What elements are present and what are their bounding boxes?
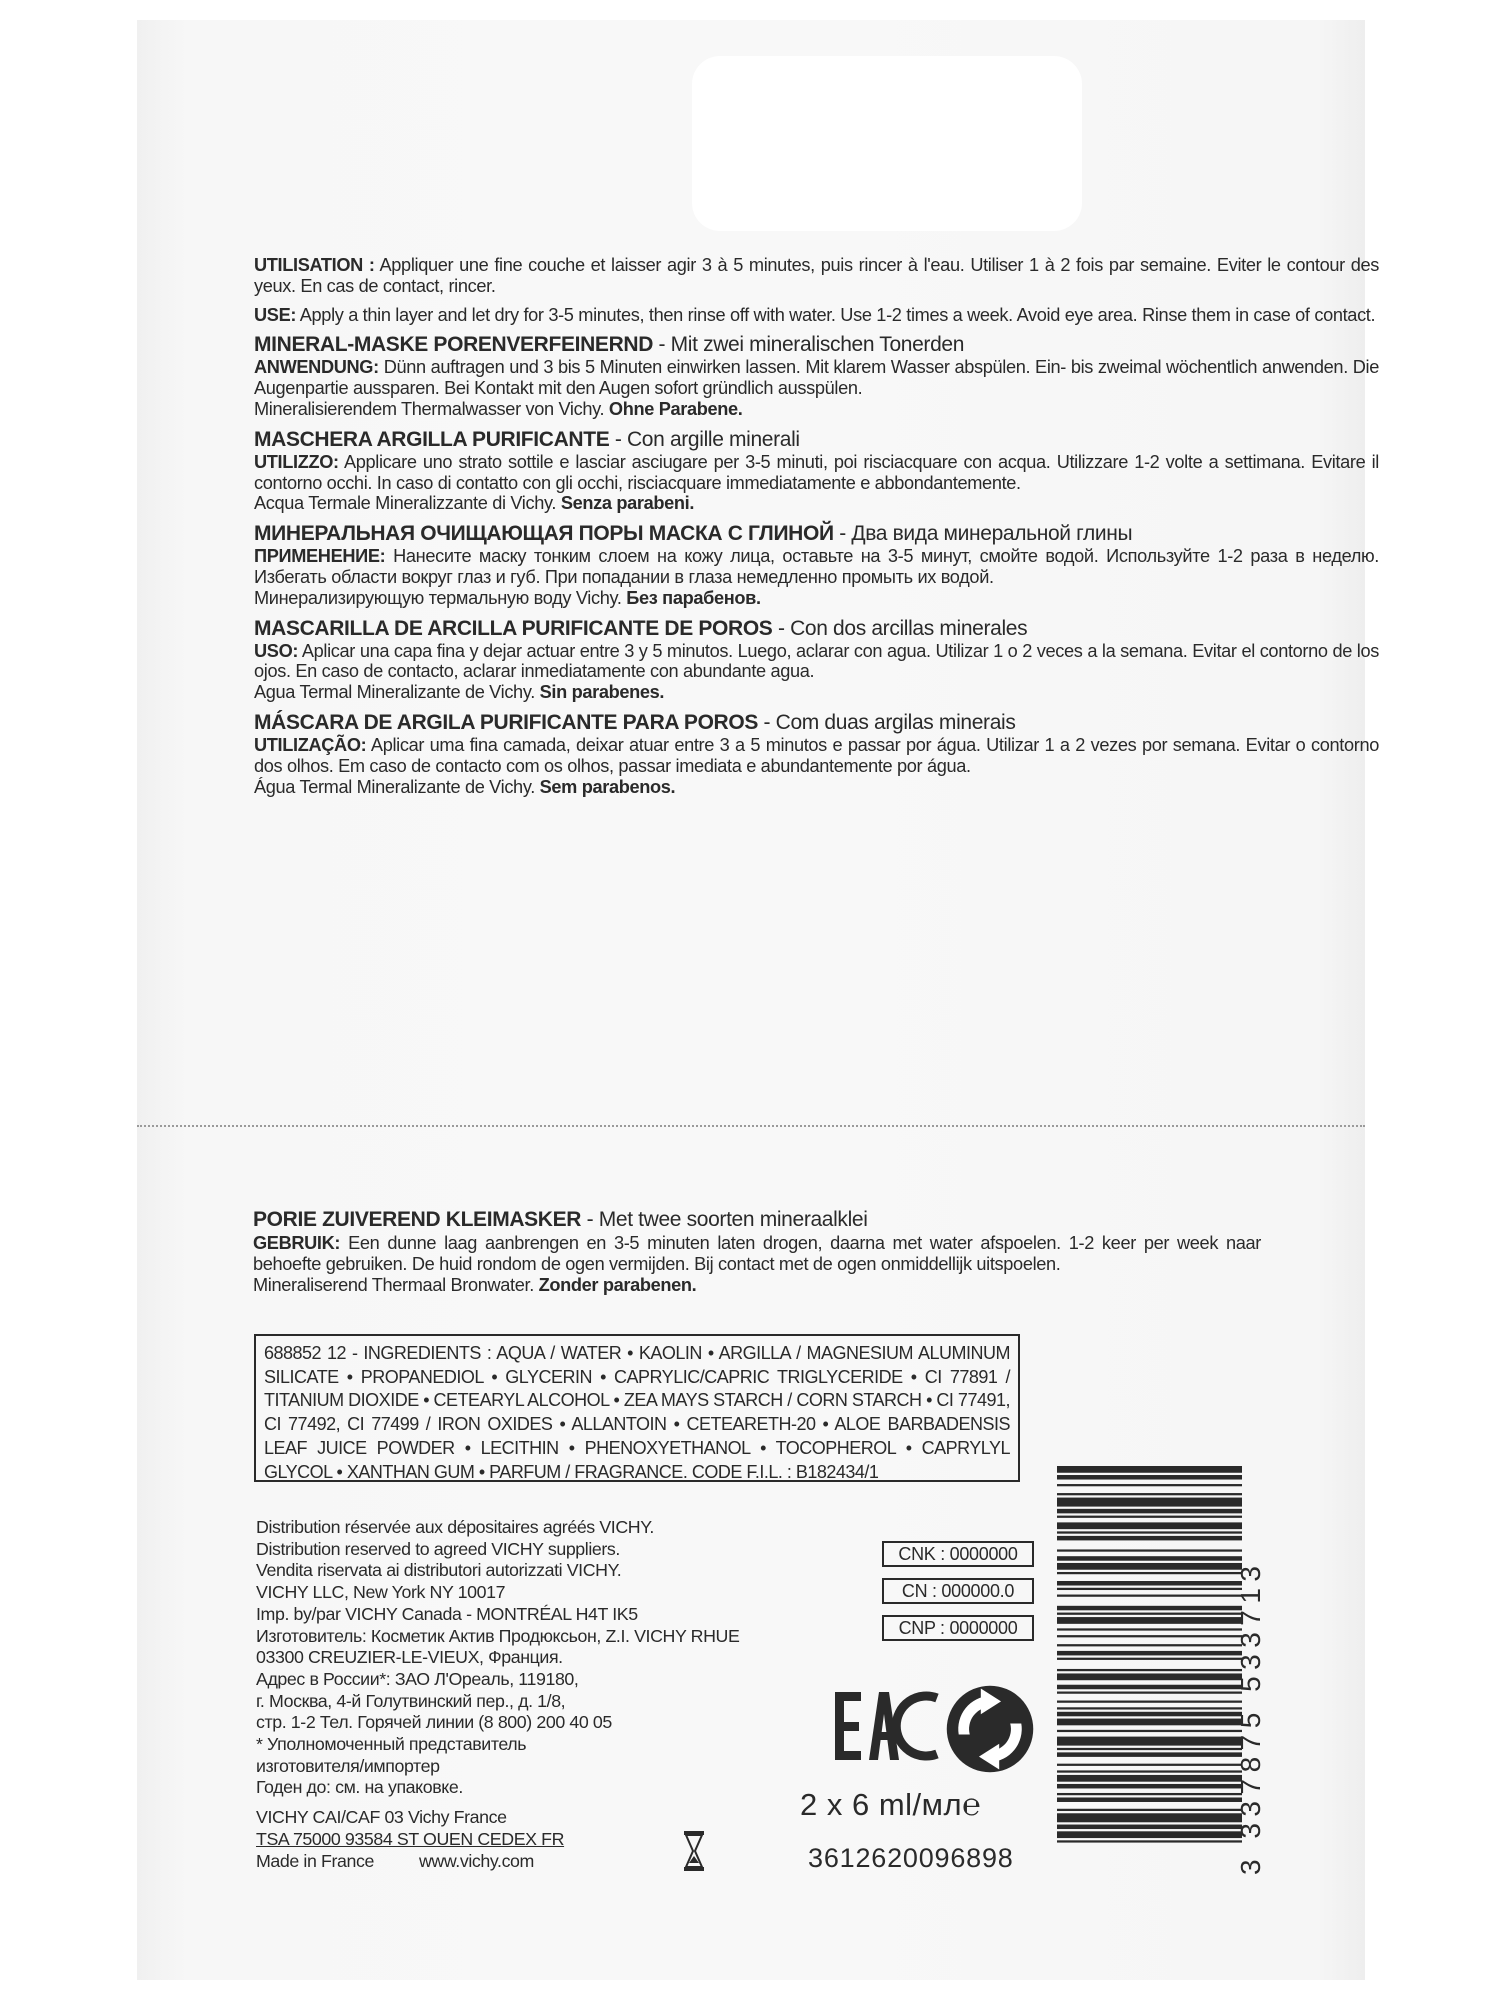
ean-code: 3612620096898 <box>808 1843 1014 1873</box>
usage-fr: UTILISATION : Appliquer une fine couche et laisser agir 3 à 5 minutes, puis rincer à l'eau. Utiliser 1 à 2 fois par semaine. Eviter le contour des yeux. En cas de contact, rincer. <box>254 255 1379 296</box>
distribution-line: Годен до: см. на упаковке. <box>256 1777 463 1798</box>
section-es: MASCARILLA DE ARCILLA PURIFICANTE DE POROS - Con dos arcillas minerales USO: Aplicar una capa fina y dejar actuar entre 3 y 5 minutos. Luego, aclarar con agua. Utilizar 1 o 2 veces a la semana. Evitar el contorno de los ojos. En caso de contacto, aclarar inmediatamente con abundante agua. Agua Termal Mineralizante de Vichy. Sin parabenes. <box>254 616 1379 703</box>
barcode-number: 3 337875 533713 <box>1235 1559 1266 1875</box>
section-title-pt: MÁSCARA DE ARGILA PURIFICANTE PARA POROS - Com duas argilas minerais <box>254 710 1016 734</box>
distribution-line: Distribution reserved to agreed VICHY suppliers. <box>256 1538 620 1559</box>
cnk-code: CNK : 0000000 <box>882 1541 1034 1567</box>
green-dot-icon <box>944 1683 1036 1775</box>
section-de: MINERAL-MASKE PORENVERFEINERND - Mit zwei mineralischen Tonerden ANWENDUNG: Dünn auftragen und 3 bis 5 Minuten einwirken lassen. Mit klarem Wasser abspülen. Ein- bis zweimal wöchentlich anwenden. Die Augenpartie aussparen. Bei Kontakt mit den Augen sofort gründlich ausspülen. Mineralisierendem Thermalwasser von Vichy. Ohne Parabene. <box>254 333 1380 419</box>
distribution-line: * Уполномоченный представитель <box>256 1734 527 1755</box>
section-title-de: MINERAL-MASKE PORENVERFEINERND - Mit zwei mineralischen Tonerden <box>254 333 965 357</box>
perforation-line <box>137 1125 1365 1127</box>
distribution-line: г. Москва, 4-й Голутвинский пер., д. 1/8, <box>256 1690 566 1711</box>
hourglass-icon <box>683 1830 705 1872</box>
section-title-es: MASCARILLA DE ARCILLA PURIFICANTE DE POROS - Con dos arcillas minerales <box>254 616 1028 640</box>
estimated-sign: ℮ <box>962 1787 982 1822</box>
product-codes <box>882 1541 1034 1652</box>
distribution-line: Vendita riservata ai distributori autorizzati VICHY. <box>256 1560 622 1581</box>
website-link[interactable]: www.vichy.com <box>418 1850 534 1871</box>
hang-hole <box>692 56 1082 231</box>
made-in-line <box>256 1851 856 1873</box>
section-nl: PORIE ZUIVEREND KLEIMASKER - Met twee soorten mineraalklei GEBRUIK: Een dunne laag aanbrengen en 3-5 minuten laten drogen, daarna met water afspoelen. 1-2 keer per week naar behoefte gebruiken. De huid rondom de ogen vermijden. Bij contact met de ogen onmiddellijk uitspoelen. Mineraliserend Thermaal Bronwater. Zonder parabenen. <box>253 1208 1261 1295</box>
section-it: MASCHERA ARGILLA PURIFICANTE - Con argille minerali UTILIZZO: Applicare uno strato sottile e lasciar asciugare per 3-5 minuti, poi risciacquare con acqua. Utilizzare 1-2 volte a settimana. Evitare il contorno occhi. In caso di contatto con gli occhi, risciacquare immediatamente e abbondantemente. Acqua Termale Mineralizzante di Vichy. Senza parabeni. <box>254 427 1379 514</box>
distribution-line: Изготовитель: Косметик Актив Продюксьон, Z.I. VICHY RHUE <box>256 1625 740 1646</box>
barcode-icon <box>1057 1462 1242 1892</box>
eac-mark-icon <box>833 1688 943 1764</box>
section-title-ru: МИНЕРАЛЬНАЯ ОЧИЩАЮЩАЯ ПОРЫ МАСКА С ГЛИНОЙ - Два вида минеральной глины <box>254 522 1133 546</box>
caf-line: VICHY CAI/CAF 03 Vichy France <box>256 1807 507 1828</box>
made-in-france: Made in France <box>256 1850 374 1871</box>
usage-en: USE: Apply a thin layer and let dry for 3-5 minutes, then rinse off with water. Use 1-2 times a week. Avoid eye area. Rinse them in case of contact. <box>254 304 1376 325</box>
distribution-line: 03300 CREUZIER-LE-VIEUX, Франция. <box>256 1647 563 1668</box>
section-title-nl: PORIE ZUIVEREND KLEIMASKER - Met twee soorten mineraalklei <box>253 1208 868 1231</box>
volume-label: 2 x 6 ml/мл℮ <box>800 1787 982 1822</box>
cnp-code: CNP : 0000000 <box>882 1615 1034 1641</box>
instructions-panel <box>254 255 1379 805</box>
distribution-line: VICHY LLC, New York NY 10017 <box>256 1582 506 1603</box>
section-pt: MÁSCARA DE ARGILA PURIFICANTE PARA POROS - Com duas argilas minerais UTILIZAÇÃO: Aplicar uma fina camada, deixar atuar entre 3 a 5 minutos e passar por água. Utilizar 1 a 2 vezes por semana. Evitar o contorno dos olhos. Em caso de contacto com os olhos, passar imediata e abundantemente por água. Água Termal Mineralizante de Vichy. Sem parabenos. <box>254 710 1379 797</box>
section-ru: МИНЕРАЛЬНАЯ ОЧИЩАЮЩАЯ ПОРЫ МАСКА С ГЛИНОЙ - Два вида минеральной глины ПРИМЕНЕНИЕ: Нанесите маску тонким слоем на кожу лица, оставьте на 3-5 минут, смойте водой. Используйте 1-2 раза в неделю. Избегать области вокруг глаз и губ. При попадании в глаза немедленно промыть их водой. Минерализирующую термальную воду Vichy. Без парабенов. <box>254 522 1379 608</box>
distribution-info <box>256 1517 856 1872</box>
distribution-line: Distribution réservée aux dépositaires agréés VICHY. <box>256 1517 654 1537</box>
cn-code: CN : 000000.0 <box>882 1578 1034 1604</box>
ingredients-box: 688852 12 - INGREDIENTS : AQUA / WATER • KAOLIN • ARGILLA / MAGNESIUM ALUMINUM SILICATE • PROPANEDIOL • GLYCERIN • CAPRYLIC/CAPRIC TRIGLYCERIDE • CI 77891 / TITANIUM DIOXIDE • CETEARYL ALCOHOL • ZEA MAYS STARCH / CORN STARCH • CI 77491, CI 77492, CI 77499 / IRON OXIDES • ALLANTOIN • CETEARETH-20 • ALOE BARBADENSIS LEAF JUICE POWDER • LECITHIN • PHENOXYETHANOL • TOCOPHEROL • CAPRYLYL GLYCOL • XANTHAN GUM • PARFUM / FRAGRANCE. CODE F.I.L. : B182434/1 <box>254 1334 1020 1482</box>
section-title-it: MASCHERA ARGILLA PURIFICANTE - Con argille minerali <box>254 427 800 451</box>
distribution-line: стр. 1-2 Тел. Горячей линии (8 800) 200 40 05 <box>256 1712 612 1733</box>
eac-mark-text: EAC <box>835 1763 838 1764</box>
tsa-line: TSA 75000 93584 ST OUEN CEDEX FR <box>256 1828 565 1849</box>
distribution-line: Адрес в России*: ЗАО Л'Ореаль, 119180, <box>256 1668 579 1689</box>
distribution-line: Imp. by/par VICHY Canada - MONTRÉAL H4T IK5 <box>256 1603 638 1624</box>
distribution-line: изготовителя/импортер <box>256 1755 440 1776</box>
